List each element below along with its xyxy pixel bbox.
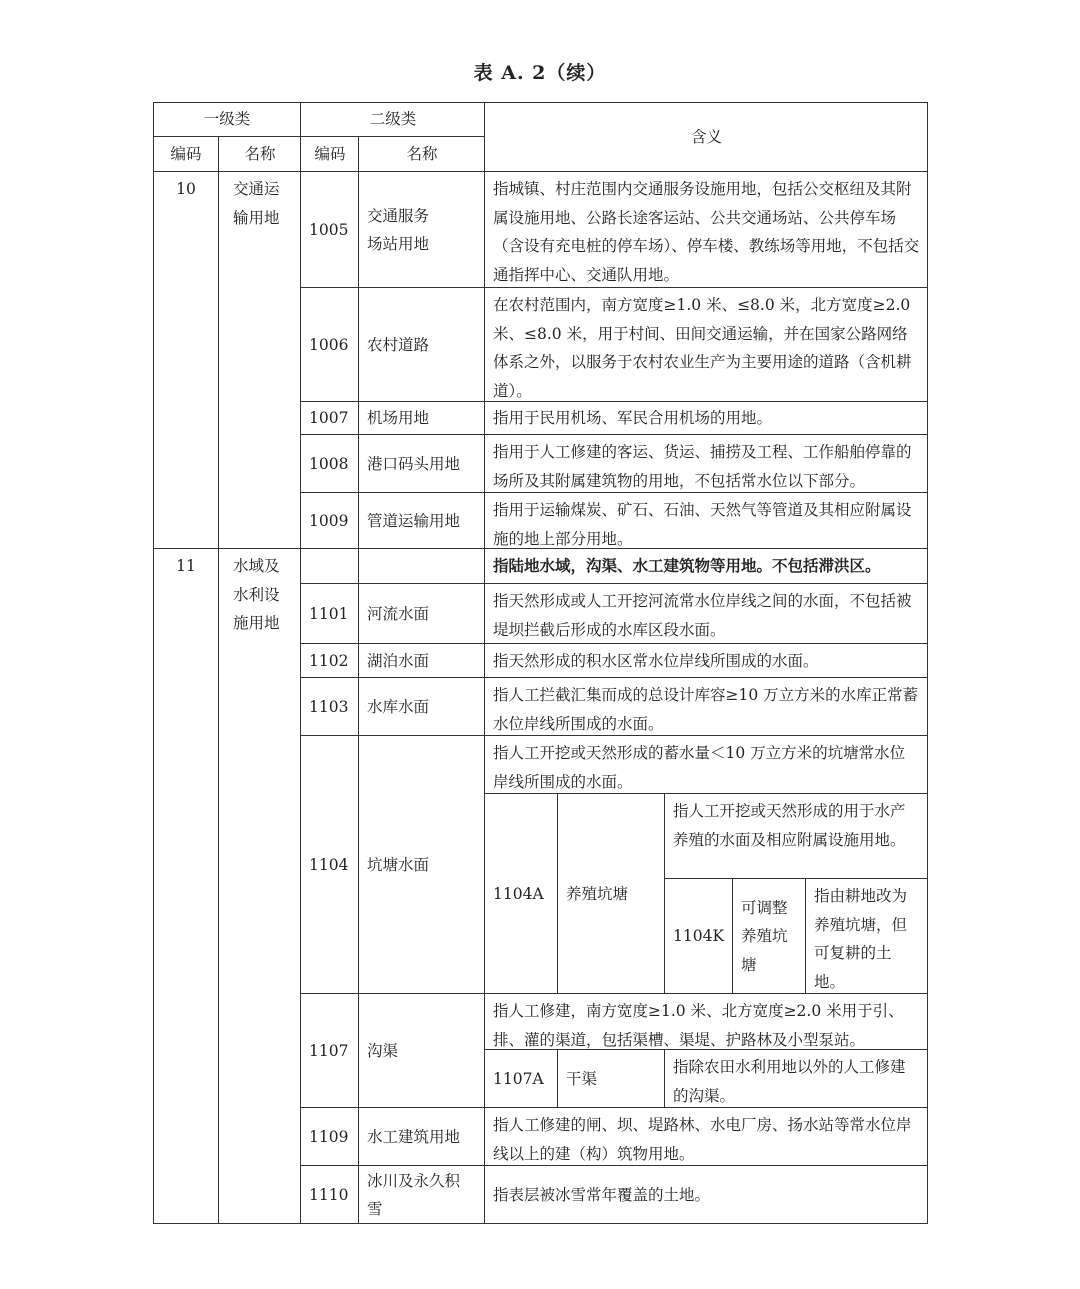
row-1110-name: 冰川及永久积 雪 [358, 1165, 485, 1224]
row-1008-name: 港口码头用地 [358, 434, 485, 493]
row-1009-name: 管道运输用地 [358, 492, 485, 549]
header-meaning: 含义 [484, 102, 928, 172]
row-1009-meaning: 指用于运输煤炭、矿石、石油、天然气等管道及其相应附属设施的地上部分用地。 [484, 492, 928, 549]
row-1102-code: 1102 [300, 643, 359, 678]
row-1107-name: 沟渠 [358, 993, 485, 1108]
row-1109-code: 1109 [300, 1107, 359, 1166]
row-1007-meaning: 指用于民用机场、军民合用机场的用地。 [484, 401, 928, 435]
group-11-name: 水域及 水利设 施用地 [218, 548, 301, 1224]
row-1101-meaning: 指天然形成或人工开挖河流常水位岸线之间的水面，不包括被堤坝拦截后形成的水库区段水面。 [484, 583, 928, 644]
row-1110-code: 1110 [300, 1165, 359, 1224]
row-1104-name: 坑塘水面 [358, 735, 485, 994]
row-1006-name: 农村道路 [358, 287, 485, 402]
header-level1: 一级类 [203, 110, 251, 129]
row-1104A-code: 1104A [484, 793, 558, 994]
row-1103-code: 1103 [300, 677, 359, 736]
row-1101-name: 河流水面 [358, 583, 485, 644]
row-1107A-name: 干渠 [557, 1049, 665, 1108]
row-1107-meaning: 指人工修建，南方宽度≥1.0 米、北方宽度≥2.0 米用于引、排、灌的渠道，包括渠槽、渠堤、护路林及小型泵站。 [484, 993, 928, 1050]
row-1005-name: 交通服务 场站用地 [358, 171, 485, 288]
row-1104-code: 1104 [300, 735, 359, 994]
row-1007-name: 机场用地 [358, 401, 485, 435]
row-1104K-meaning: 指由耕地改为养殖坑塘，但可复耕的土地。 [805, 878, 928, 994]
table-title: 表 A. 2（续） [473, 62, 607, 84]
row-11-meaning: 指陆地水域，沟渠、水工建筑物等用地。不包括滞洪区。 [484, 548, 928, 584]
row-1109-name: 水工建筑用地 [358, 1107, 485, 1166]
row-1006-code: 1006 [300, 287, 359, 402]
row-1103-meaning: 指人工拦截汇集而成的总设计库容≥10 万立方米的水库正常蓄水位岸线所围成的水面。 [484, 677, 928, 736]
group-10-code: 10 [153, 171, 219, 549]
row-1007-code: 1007 [300, 401, 359, 435]
header-name-2: 名称 [358, 136, 485, 172]
row-11-name-empty [358, 548, 485, 584]
group-10-name: 交通运 输用地 [218, 171, 301, 549]
row-1101-code: 1101 [300, 583, 359, 644]
row-1104K-name: 可调整 养殖坑 塘 [732, 878, 806, 994]
row-1005-code: 1005 [300, 171, 359, 288]
row-1110-meaning: 指表层被冰雪常年覆盖的土地。 [484, 1165, 928, 1224]
row-1009-code: 1009 [300, 492, 359, 549]
header-level2: 二级类 [300, 102, 485, 137]
row-1104A-meaning: 指人工开挖或天然形成的用于水产养殖的水面及相应附属设施用地。 [664, 793, 928, 879]
header-code-2: 编码 [300, 136, 359, 172]
row-1005-meaning: 指城镇、村庄范围内交通服务设施用地，包括公交枢纽及其附属设施用地、公路长途客运站、公共交通场站、公共停车场（含设有充电桩的停车场）、停车楼、教练场等用地，不包括交通指挥中心、交通队用地。 [484, 171, 928, 288]
row-1107A-code: 1107A [484, 1049, 558, 1108]
row-1008-code: 1008 [300, 434, 359, 493]
row-1107A-meaning: 指除农田水利用地以外的人工修建的沟渠。 [664, 1049, 928, 1108]
row-1107-code: 1107 [300, 993, 359, 1108]
row-1104K-code: 1104K [664, 878, 733, 994]
row-1104A-name: 养殖坑塘 [557, 793, 665, 994]
row-1103-name: 水库水面 [358, 677, 485, 736]
row-1008-meaning: 指用于人工修建的客运、货运、捕捞及工程、工作船舶停靠的场所及其附属建筑物的用地，不包括常水位以下部分。 [484, 434, 928, 493]
row-1104-meaning: 指人工开挖或天然形成的蓄水量＜10 万立方米的坑塘常水位岸线所围成的水面。 [484, 735, 928, 794]
header-code-1: 编码 [153, 136, 219, 172]
row-1006-meaning: 在农村范围内，南方宽度≥1.0 米、≤8.0 米，北方宽度≥2.0 米、≤8.0 米，用于村间、田间交通运输，并在国家公路网络体系之外，以服务于农村农业生产为主要用途的道路（含机耕道）。 [484, 287, 928, 402]
row-11-code-empty [300, 548, 359, 584]
row-1109-meaning: 指人工修建的闸、坝、堤路林、水电厂房、扬水站等常水位岸线以上的建（构）筑物用地。 [484, 1107, 928, 1166]
row-1102-meaning: 指天然形成的积水区常水位岸线所围成的水面。 [484, 643, 928, 678]
group-11-code: 11 [153, 548, 219, 1224]
header-name-1: 名称 [218, 136, 301, 172]
row-1102-name: 湖泊水面 [358, 643, 485, 678]
